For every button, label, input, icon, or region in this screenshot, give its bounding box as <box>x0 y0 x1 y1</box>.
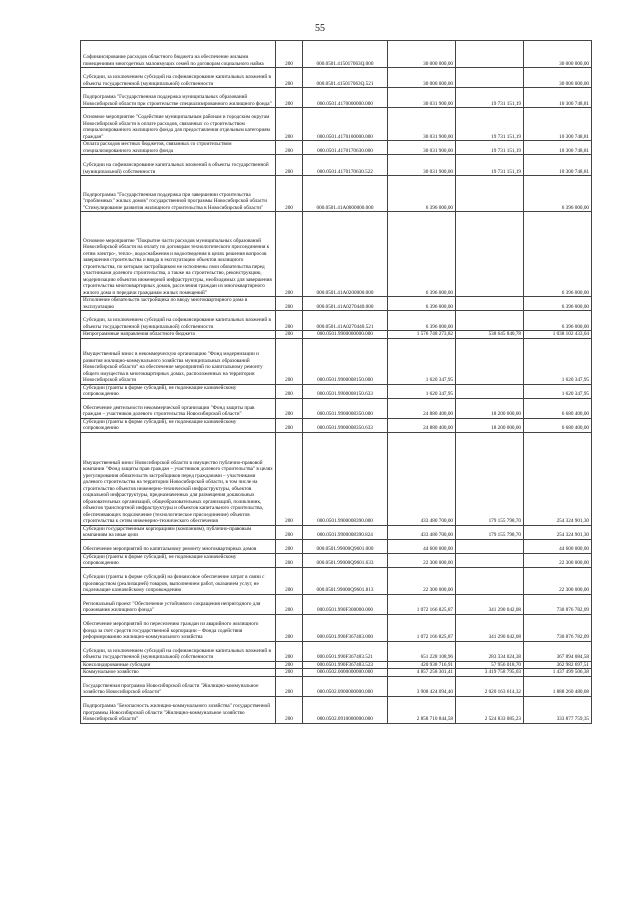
row-name: Подпрограмма "Безопасность жилищно-коммунального хозяйства" государственной программы Новосибирской области "Жилищно-коммунальное хозяйство Новосибирской области" <box>81 696 276 723</box>
row-sum2: 18 200 000,00 <box>456 398 524 418</box>
row-sum2 <box>456 297 524 311</box>
row-sum2 <box>456 539 524 553</box>
row-sum2: 179 155 798,70 <box>456 432 524 525</box>
row-sum3: 1 888 260 480,08 <box>524 676 592 696</box>
row-sum2: 19 731 151,19 <box>456 108 524 141</box>
row-sum1: 1 620 347,95 <box>388 384 456 398</box>
row-name: Подпрограмма "Государственная поддержка при завершении строительства "проблемных" жилых домов" государственной программы Новосибирской области "Стимулирование развития жилищного строительства в Новосибирской области" <box>81 176 276 212</box>
row-vr: 200 <box>276 525 303 539</box>
row-sum3: 6 680 400,00 <box>524 418 592 432</box>
row-code: 000.0501.990F367483.521 <box>303 641 388 661</box>
table-row <box>81 567 592 594</box>
row-name: Государственная программа Новосибирской области "Жилищно-коммунальное хозяйство Новосибирской области" <box>81 676 276 696</box>
row-name: Субсидии (гранты в форме субсидий), не подлежащие казначейскому сопровождению <box>81 553 276 567</box>
row-code: 000.0501.990F300000.000 <box>303 594 388 614</box>
row-name: Основное мероприятие "Покрытие части расходов муниципальных образований Новосибирской области на оплату по договорам технологического присоединения к сетям электро-, тепло-, водоснабжения и водоотведения в целях решения вопросов завершения строительства и ввода в эксплуатацию объектов жилищного строительства, по которым застройщиком не исполнены свои обязательства перед участниками долевого строительства, а также на строительство, реконструкцию, модернизацию объектов инженерной инфраструктуры, необходимых для завершения строительства многоквартирных домов, расселения граждан из многоквартирного жилого дома и передачи гражданам жилых помещений" <box>81 212 276 297</box>
row-sum3: 30 000 000,00 <box>524 68 592 88</box>
row-sum1: 420 938 716,91 <box>388 661 456 669</box>
row-code: 000.0501.9900008350.633 <box>303 418 388 432</box>
row-sum2 <box>456 68 524 88</box>
row-code: 000.0501.41A0270440.521 <box>303 311 388 331</box>
row-name: Субсидии (гранты в форме субсидий) на финансовое обеспечение затрат в связи с производством (реализацией) товаров, выполнением работ, оказанием услуг, не подлежащие казначейскому сопровождению <box>81 567 276 594</box>
row-sum2: 19 731 151,19 <box>456 141 524 155</box>
row-sum3: 1 620 347,95 <box>524 338 592 384</box>
row-vr: 200 <box>276 88 303 108</box>
row-name: Субсидии, за исключением субсидий на софинансирование капитальных вложений в объекты государственной (муниципальной) собственности <box>81 311 276 331</box>
table-row <box>81 553 592 567</box>
row-sum3: 22 300 000,00 <box>524 567 592 594</box>
table-row <box>81 155 592 176</box>
row-sum1: 22 300 000,00 <box>388 553 456 567</box>
row-sum1: 3 908 424 094,40 <box>388 676 456 696</box>
row-sum3: 730 876 782,09 <box>524 594 592 614</box>
row-sum3: 6 396 000,00 <box>524 212 592 297</box>
row-vr: 200 <box>276 432 303 525</box>
row-sum1: 1 072 166 825,87 <box>388 594 456 614</box>
row-sum3: 1 437 499 506,38 <box>524 669 592 677</box>
row-sum1: 651 228 108,96 <box>388 641 456 661</box>
row-sum2 <box>456 553 524 567</box>
row-sum2: 341 290 042,08 <box>456 614 524 641</box>
table-row <box>81 331 592 339</box>
row-vr: 200 <box>276 661 303 669</box>
row-code: 000.0501.9900000000.000 <box>303 331 388 339</box>
row-code: 000.0501.9900008350.000 <box>303 398 388 418</box>
row-sum2 <box>456 567 524 594</box>
row-vr: 200 <box>276 641 303 661</box>
table-row <box>81 676 592 696</box>
table-row <box>81 641 592 661</box>
row-sum3: 10 300 748,81 <box>524 108 592 141</box>
row-sum3: 1 620 347,95 <box>524 384 592 398</box>
row-vr: 200 <box>276 594 303 614</box>
row-code: 000.0501.4170170630.522 <box>303 155 388 176</box>
row-vr: 200 <box>276 212 303 297</box>
row-sum3: 333 877 759,35 <box>524 696 592 723</box>
row-name: Субсидии (гранты в форме субсидий), не подлежащие казначейскому сопровождению <box>81 418 276 432</box>
row-sum2 <box>456 338 524 384</box>
row-code: 000.0501.9900008390.824 <box>303 525 388 539</box>
table-row <box>81 338 592 384</box>
row-vr: 200 <box>276 567 303 594</box>
table-row <box>81 384 592 398</box>
table-row <box>81 176 592 212</box>
row-sum3: 254 324 901,30 <box>524 525 592 539</box>
row-name: Субсидии, за исключением субсидий на софинансирование капитальных вложений в объекты государственной (муниципальной) собственности <box>81 68 276 88</box>
row-code: 000.0501.415017063Q.521 <box>303 68 388 88</box>
table-row <box>81 418 592 432</box>
table-row <box>81 88 592 108</box>
row-sum1: 6 396 000,00 <box>388 297 456 311</box>
row-sum3: 10 300 748,81 <box>524 88 592 108</box>
row-sum3: 22 300 000,00 <box>524 553 592 567</box>
row-code: 000.0502.0910000000.000 <box>303 696 388 723</box>
row-name: Обеспечение деятельности некоммерческой организации "Фонд защиты прав граждан – участников долевого строительства Новосибирской области" <box>81 398 276 418</box>
table-row <box>81 297 592 311</box>
row-sum1: 30 031 900,00 <box>388 88 456 108</box>
row-sum2: 179 155 798,70 <box>456 525 524 539</box>
row-vr: 200 <box>276 669 303 677</box>
table-row <box>81 68 592 88</box>
row-code: 000.0501.4170000000.000 <box>303 88 388 108</box>
table-row <box>81 41 592 68</box>
row-sum2: 341 290 042,08 <box>456 594 524 614</box>
row-sum3: 44 600 000,00 <box>524 539 592 553</box>
table-row <box>81 661 592 669</box>
row-sum2 <box>456 41 524 68</box>
row-vr: 200 <box>276 553 303 567</box>
table-row <box>81 525 592 539</box>
row-name: Региональный проект "Обеспечение устойчивого сокращения непригодного для проживания жилищного фонда" <box>81 594 276 614</box>
row-sum2: 57 956 018,70 <box>456 661 524 669</box>
row-name: Коммунальное хозяйство <box>81 669 276 677</box>
row-code: 000.0501.990F367483.523 <box>303 661 388 669</box>
row-sum1: 6 396 000,00 <box>388 311 456 331</box>
row-name: Оплата расходов местных бюджетов, связанных со строительством специализированного жилищного фонда <box>81 141 276 155</box>
row-code: 000.0501.9900008150.633 <box>303 384 388 398</box>
row-name: Обеспечение мероприятий по капитальному ремонту многоквартирных домов <box>81 539 276 553</box>
budget-table <box>80 40 592 724</box>
row-vr: 200 <box>276 155 303 176</box>
row-name: Подпрограмма "Государственная поддержка муниципальных образований Новосибирской области при строительстве специализированного жилищного фонда" <box>81 88 276 108</box>
row-code: 000.0501.4170170630.000 <box>303 141 388 155</box>
row-sum3: 30 000 000,00 <box>524 41 592 68</box>
table-row <box>81 432 592 525</box>
row-code: 000.0501.41A0270440.000 <box>303 297 388 311</box>
row-sum3: 6 680 400,00 <box>524 398 592 418</box>
row-code: 000.0501.99000Q9601.813 <box>303 567 388 594</box>
row-vr: 200 <box>276 338 303 384</box>
table-row <box>81 108 592 141</box>
row-name: Непрограммные направления областного бюджета <box>81 331 276 339</box>
row-vr: 200 <box>276 384 303 398</box>
table-row <box>81 311 592 331</box>
row-sum3: 10 300 748,81 <box>524 155 592 176</box>
row-sum2: 19 731 151,19 <box>456 88 524 108</box>
table-row <box>81 669 592 677</box>
row-sum3: 6 396 000,00 <box>524 176 592 212</box>
row-sum1: 2 858 710 844,58 <box>388 696 456 723</box>
row-code: 000.0501.415017063Q.000 <box>303 41 388 68</box>
row-sum3: 362 982 697,51 <box>524 661 592 669</box>
row-code: 000.0501.99000Q9601.000 <box>303 539 388 553</box>
row-vr: 200 <box>276 614 303 641</box>
row-sum3: 367 894 084,58 <box>524 641 592 661</box>
row-name: Субсидии государственным корпорациям (компаниям), публично-правовым компаниям на иные цели <box>81 525 276 539</box>
row-vr: 200 <box>276 398 303 418</box>
row-vr: 200 <box>276 676 303 696</box>
row-name: Консолидированные субсидии <box>81 661 276 669</box>
row-sum1: 433 480 700,00 <box>388 525 456 539</box>
row-vr: 200 <box>276 176 303 212</box>
row-name: Основное мероприятие "Содействие муниципальным районам и городским округам Новосибирской области в оплате расходов, связанных со строительством специализированного жилищного фонда для предоставления отдельным категориям граждан" <box>81 108 276 141</box>
row-sum1: 30 031 900,00 <box>388 155 456 176</box>
row-code: 000.0501.990F367483.000 <box>303 614 388 641</box>
row-name: Субсидии (гранты в форме субсидий), не подлежащие казначейскому сопровождению <box>81 384 276 398</box>
row-sum3: 6 396 000,00 <box>524 297 592 311</box>
row-vr: 200 <box>276 68 303 88</box>
row-vr: 200 <box>276 311 303 331</box>
row-sum1: 1 620 347,95 <box>388 338 456 384</box>
row-sum2: 19 731 151,19 <box>456 155 524 176</box>
row-sum2 <box>456 176 524 212</box>
row-code: 000.0502.0900000000.000 <box>303 676 388 696</box>
row-name: Субсидии, за исключением субсидий на софинансирование капитальных вложений в объекты государственной (муниципальной) собственности <box>81 641 276 661</box>
table-row <box>81 614 592 641</box>
table-row <box>81 539 592 553</box>
row-sum1: 30 000 000,00 <box>388 68 456 88</box>
table-row <box>81 696 592 723</box>
row-code: 000.0501.99000Q9601.633 <box>303 553 388 567</box>
row-sum3: 6 396 000,00 <box>524 311 592 331</box>
row-sum1: 4 857 258 301,41 <box>388 669 456 677</box>
row-sum1: 24 880 400,00 <box>388 398 456 418</box>
row-vr: 200 <box>276 696 303 723</box>
row-sum3: 254 324 901,30 <box>524 432 592 525</box>
row-sum3: 1 038 102 433,04 <box>524 331 592 339</box>
row-vr: 200 <box>276 297 303 311</box>
row-sum2: 2 524 833 085,23 <box>456 696 524 723</box>
row-sum1: 30 000 000,00 <box>388 41 456 68</box>
row-code: 000.0501.4170100000.000 <box>303 108 388 141</box>
row-sum1: 22 300 000,00 <box>388 567 456 594</box>
row-sum1: 6 396 000,00 <box>388 176 456 212</box>
row-name: Софинансирование расходов областного бюджета на обеспечение жилыми помещениями многодетных малоимущих семей по договорам социального найма <box>81 41 276 68</box>
row-sum1: 24 880 400,00 <box>388 418 456 432</box>
row-sum2 <box>456 384 524 398</box>
row-code: 000.0501.9900008150.000 <box>303 338 388 384</box>
row-vr: 200 <box>276 141 303 155</box>
row-name: Субсидии на софинансирование капитальных вложений в объекты государственной (муниципальной) собственности <box>81 155 276 176</box>
row-name: Исполнение обязательств застройщика по вводу многоквартирного дома в эксплуатацию <box>81 297 276 311</box>
table-row <box>81 141 592 155</box>
row-code: 000.0501.41A0000000.000 <box>303 176 388 212</box>
row-sum1: 6 396 000,00 <box>388 212 456 297</box>
row-vr: 200 <box>276 331 303 339</box>
row-sum1: 1 576 748 273,82 <box>388 331 456 339</box>
page-number: 55 <box>315 23 325 34</box>
row-sum2: 2 020 163 614,32 <box>456 676 524 696</box>
table-row <box>81 594 592 614</box>
row-sum2 <box>456 311 524 331</box>
row-sum1: 433 480 700,00 <box>388 432 456 525</box>
table-row <box>81 398 592 418</box>
row-vr: 200 <box>276 108 303 141</box>
row-sum1: 30 031 900,00 <box>388 141 456 155</box>
row-sum1: 30 031 900,00 <box>388 108 456 141</box>
row-name: Обеспечение мероприятий по переселению граждан из аварийного жилищного фонда за счет средств государственной корпорации – Фонда содействия реформированию жилищно-коммунального хозяйства <box>81 614 276 641</box>
row-sum2 <box>456 212 524 297</box>
row-sum2: 283 334 024,38 <box>456 641 524 661</box>
row-vr: 200 <box>276 41 303 68</box>
row-sum2: 3 419 758 795,03 <box>456 669 524 677</box>
row-code: 000.0501.9900008390.000 <box>303 432 388 525</box>
row-sum3: 730 876 782,09 <box>524 614 592 641</box>
row-sum1: 44 600 000,00 <box>388 539 456 553</box>
table-row <box>81 212 592 297</box>
row-code: 000.0501.41A0200000.000 <box>303 212 388 297</box>
row-sum2: 18 200 000,00 <box>456 418 524 432</box>
row-sum2: 538 645 840,78 <box>456 331 524 339</box>
row-name: Имущественный взнос Новосибирской области в имущество публично-правовой компании "Фонд защиты прав граждан – участников долевого строительства" в целях урегулирования обязательств застройщиков перед гражданами – участниками долевого строительства на территории Новосибирской области, в том числе на строительство объектов инженерно-технической инфраструктуры, объектов социальной инфраструктуры, предназначенных для размещения дошкольных образовательных организаций, общеобразовательных организаций, поликлиник, объектов транспортной инфраструктуры и объектов капитального строительства, обеспечивающих подключение (технологическое присоединение) объектов строительства к сетям инженерно-технического обеспечения <box>81 432 276 525</box>
row-sum1: 1 072 166 825,87 <box>388 614 456 641</box>
row-code: 000.0502.0000000000.000 <box>303 669 388 677</box>
row-vr: 200 <box>276 418 303 432</box>
row-name: Имущественный взнос в некоммерческую организацию "Фонд модернизации и развития жилищно-коммунального хозяйства муниципальных образований Новосибирской области" на обеспечение мероприятий по капитальному ремонту общего имущества в многоквартирных домах, расположенных на территории Новосибирской области <box>81 338 276 384</box>
budget-table-body <box>81 41 592 724</box>
row-vr: 200 <box>276 539 303 553</box>
row-sum3: 10 300 748,81 <box>524 141 592 155</box>
